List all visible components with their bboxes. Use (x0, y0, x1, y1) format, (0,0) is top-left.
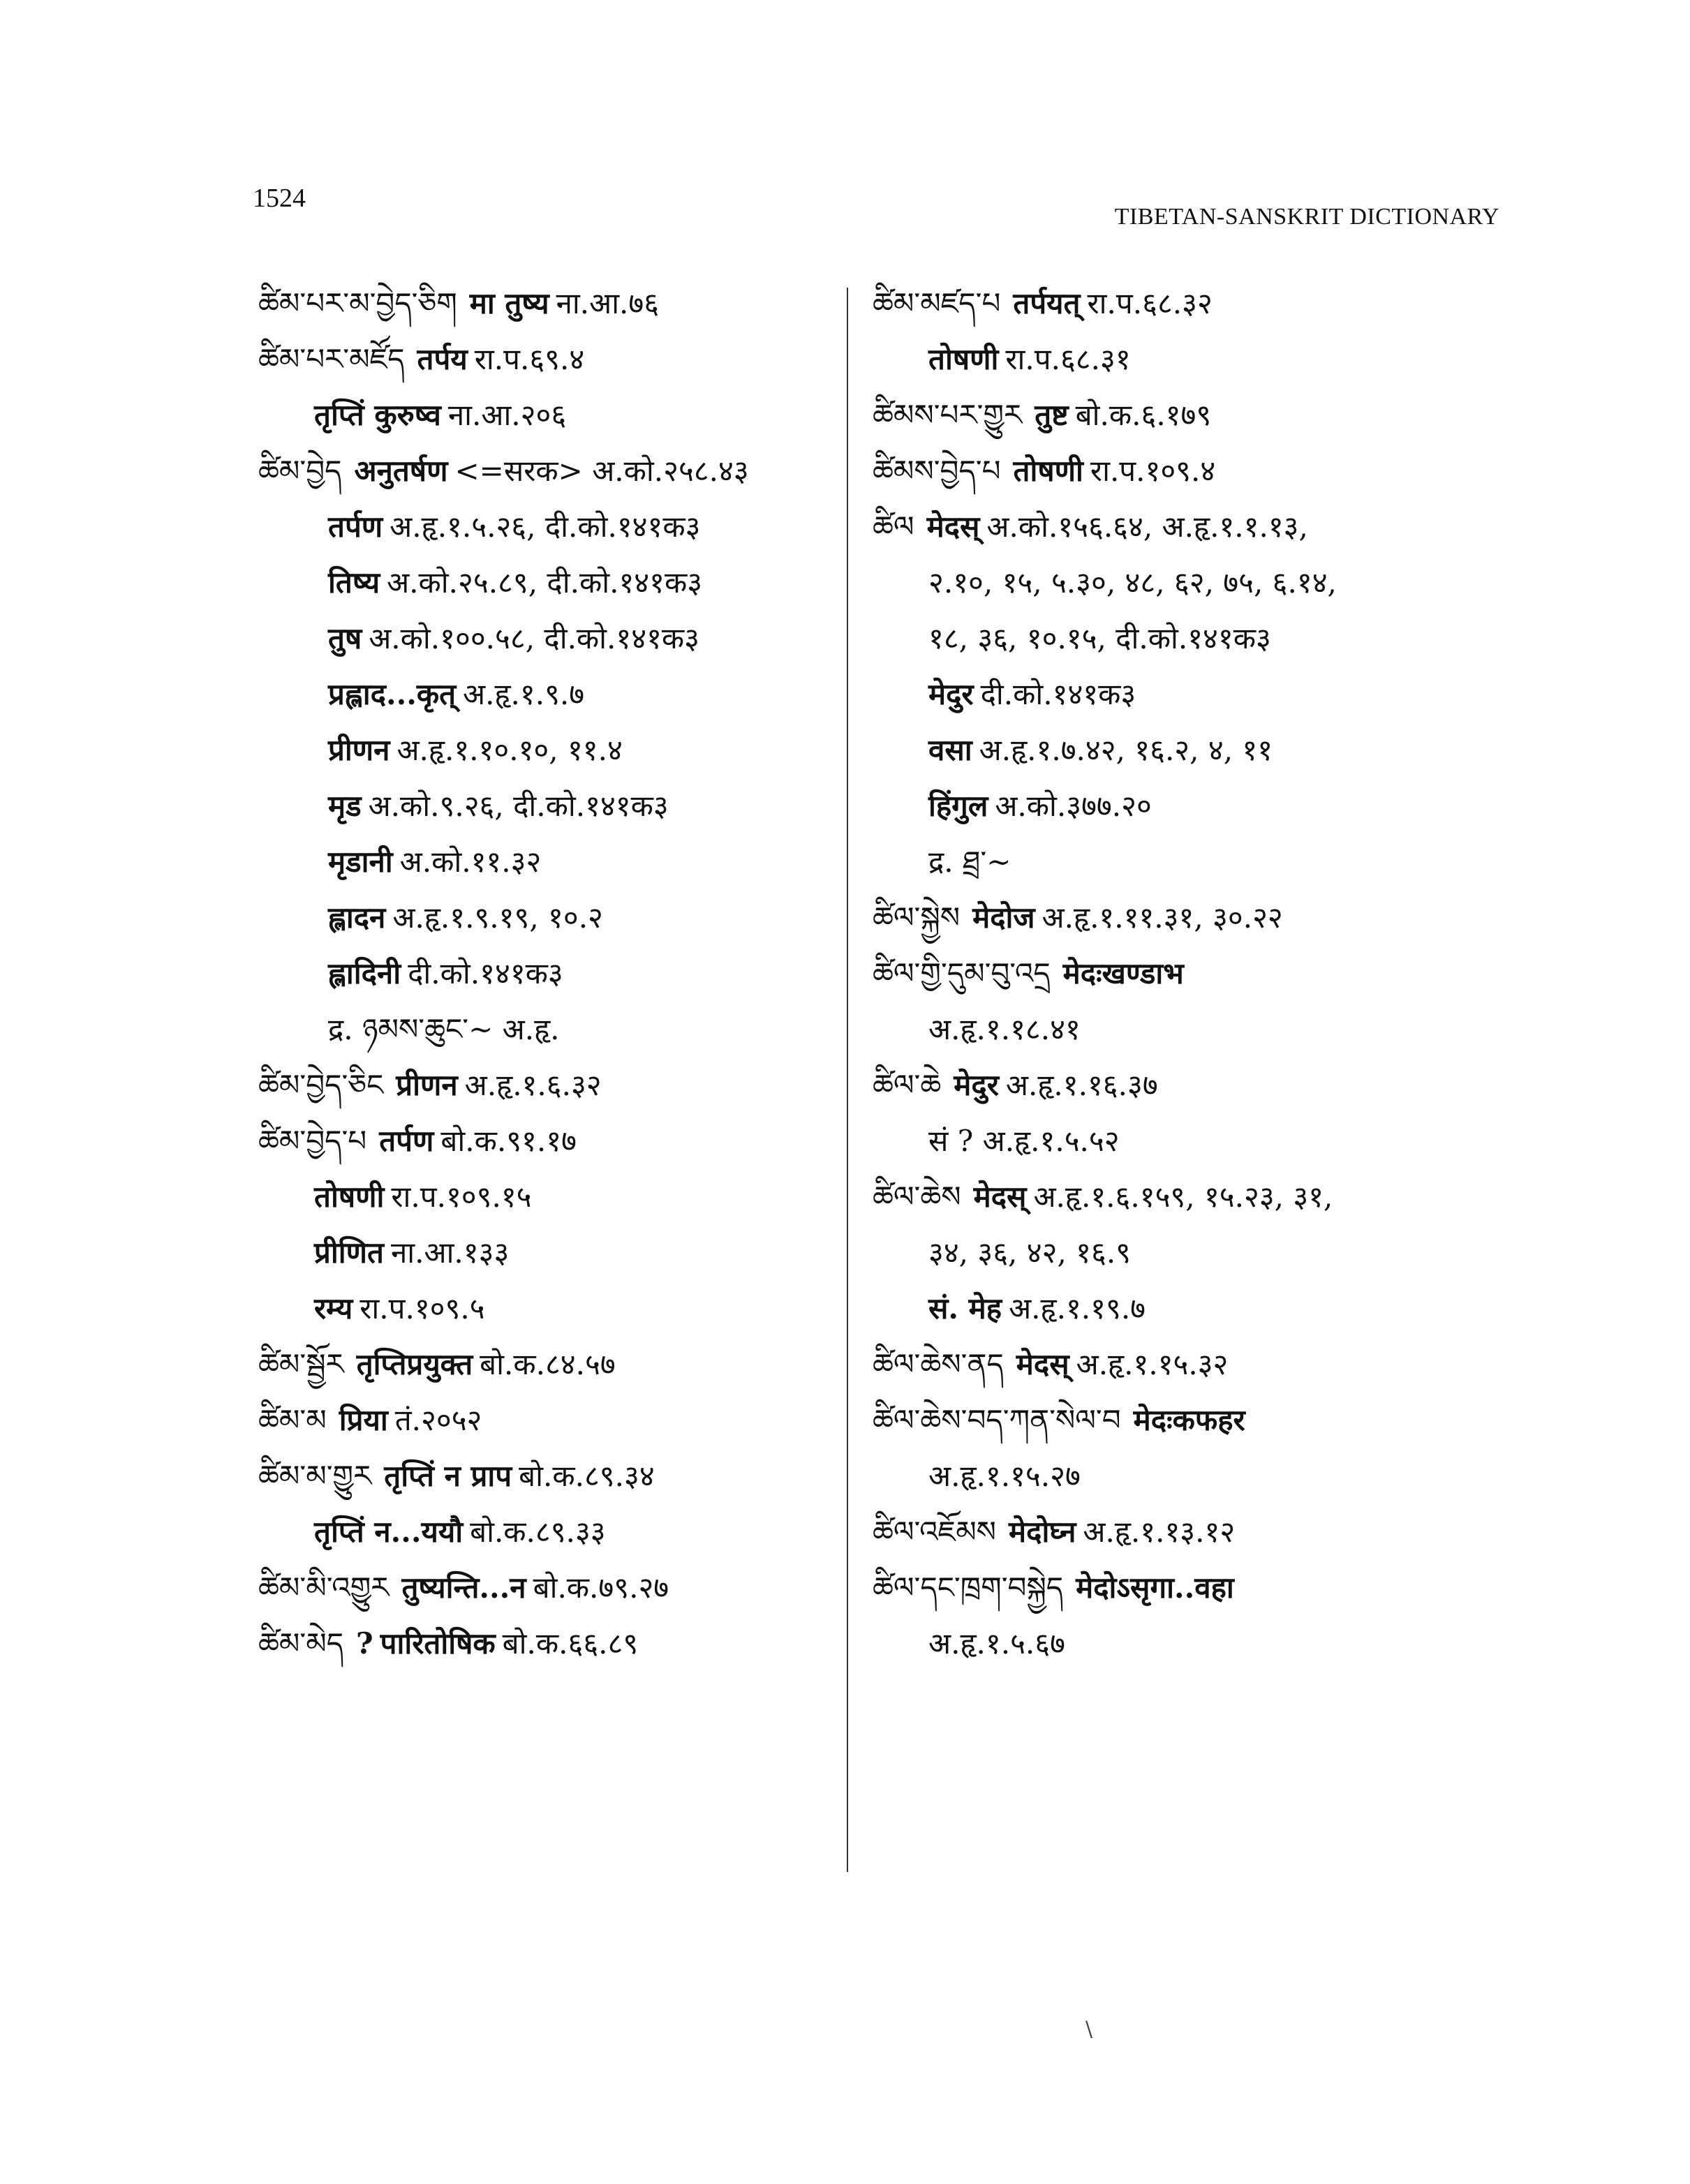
tibetan-headword: ཚིལ་འཇོམས (873, 1515, 997, 1549)
sanskrit-equivalent: तोषणी (314, 1180, 385, 1214)
dictionary-entry-line (873, 1616, 1501, 1672)
tibetan-headword: ཚིལ་གྱི་དུམ་བུ་འདྲ (873, 956, 1051, 990)
tibetan-headword: ཚིམ་པར་མ་བྱེད་ཅིག (258, 286, 457, 320)
tibetan-headword: ཚིལ་ཆེས་ནད (873, 1347, 1004, 1381)
source-reference: २.१०, १५, ५.३०, ४८, ६२, ७५, ६.१४, (928, 565, 1337, 600)
sanskrit-equivalent: तर्पयत् (1013, 286, 1081, 320)
source-reference: सं ? अ.हृ.१.५.५२ (928, 1124, 1120, 1158)
sanskrit-equivalent: मा तुष्य (469, 286, 549, 320)
sanskrit-equivalent: मेदस् (1016, 1347, 1069, 1381)
sanskrit-equivalent: तर्पय (417, 342, 468, 376)
sanskrit-equivalent: तुष (328, 621, 362, 655)
dictionary-entry-line (258, 1392, 838, 1448)
source-reference: बो.क.७९.२७ (533, 1570, 669, 1605)
dictionary-entry-line (258, 722, 838, 778)
sanskrit-equivalent: मेदोज (972, 900, 1035, 935)
source-reference: अ.को.१५६.६४, अ.हृ.१.१.१३, (986, 510, 1308, 544)
source-reference: रा.प.१०९.१५ (391, 1180, 532, 1214)
dictionary-entry-line (873, 722, 1501, 778)
dictionary-entry-line (258, 1504, 838, 1560)
source-reference: बो.क.८४.५७ (480, 1347, 616, 1381)
source-reference: अ.हृ.१.११.३१, ३०.२२ (1042, 900, 1283, 935)
source-reference: रा.प.६८.३२ (1087, 286, 1213, 320)
source-reference: ना.आ.१३३ (390, 1235, 510, 1270)
source-reference: अ.को.२५.८९, दी.को.१४१क३ (387, 565, 703, 600)
source-reference: अ.हृ.१.५.२६, दी.को.१४१क३ (390, 510, 701, 544)
source-reference: अ.हृ.१.५.६७ (928, 1626, 1065, 1661)
dictionary-entry-line (873, 890, 1501, 946)
sanskrit-equivalent: तृप्तिं कुरुष्व (314, 398, 441, 432)
dictionary-entry-line (258, 387, 838, 443)
dictionary-entry-line (258, 778, 838, 834)
sanskrit-equivalent: मेदःकफहर (1133, 1403, 1245, 1437)
sanskrit-equivalent: हिंगुल (928, 789, 988, 823)
tibetan-headword: ཚིལ་ཆེས (873, 1180, 961, 1214)
dictionary-entry-line (258, 1113, 838, 1169)
source-reference: अ.हृ.१.१९.७ (1009, 1291, 1146, 1325)
sanskrit-equivalent: रम्य (314, 1291, 353, 1325)
dictionary-entry-line (258, 611, 838, 667)
source-reference: अ.हृ.१.१०.१०, ११.४ (396, 733, 623, 767)
source-reference: अ.को.१००.५८, दी.को.१४१क३ (369, 621, 700, 655)
source-reference: बो.क.९१.१७ (440, 1124, 577, 1158)
source-reference: अ.हृ.१.६.३२ (464, 1068, 602, 1102)
sanskrit-equivalent: वसा (928, 733, 972, 767)
sanskrit-equivalent: तृप्तिप्रयुक्त (356, 1347, 473, 1381)
dictionary-entry-line (258, 332, 838, 387)
source-reference: रा.प.६९.४ (474, 342, 585, 376)
tibetan-headword: ཚིམ་སྦྱོར (258, 1347, 344, 1381)
source-reference: अ.हृ.१.७.४२, १६.२, ४, ११ (979, 733, 1273, 767)
tibetan-headword: ཚིམ་མ་གྱུར (258, 1459, 372, 1493)
source-reference: बो.क.६.१७९ (1075, 398, 1212, 432)
dictionary-entry-line (873, 1392, 1501, 1448)
dictionary-entry-line (873, 667, 1501, 722)
source-reference: अ.हृ.१.१८.४१ (928, 1012, 1081, 1046)
source-reference: द्र. ཐྲ་~ (928, 845, 1011, 879)
column-divider (847, 288, 848, 1872)
dictionary-entry-line (258, 1057, 838, 1113)
sanskrit-equivalent: तुष्यन्ति...न (401, 1570, 526, 1605)
tibetan-headword: ཚིལ་ཆེ (873, 1068, 942, 1102)
tibetan-headword: ཚིམ་མེད (258, 1626, 344, 1661)
dictionary-entry-line (873, 332, 1501, 387)
sanskrit-equivalent: प्रह्लाद...कृत् (328, 677, 457, 711)
source-reference: १८, ३६, १०.१५, दी.को.१४१क३ (928, 621, 1271, 655)
dictionary-entry-line (873, 1169, 1501, 1225)
tibetan-headword: ཚིམ་པར་མཛོད (258, 342, 405, 376)
sanskrit-equivalent: मेदुर (954, 1068, 999, 1102)
source-reference: ना.आ.२०६ (447, 398, 567, 432)
dictionary-entry-line (258, 667, 838, 722)
sanskrit-equivalent: मेदोघ्न (1009, 1515, 1076, 1549)
source-reference: ना.आ.७६ (556, 286, 660, 320)
sanskrit-equivalent: तृप्तिं न प्राप (384, 1459, 512, 1493)
source-reference: बो.क.८९.३४ (519, 1459, 655, 1493)
dictionary-entry-line (258, 1002, 838, 1057)
dictionary-entry-line (873, 1560, 1501, 1616)
right-column (873, 276, 1501, 1672)
tibetan-headword: ཚིམ་མ (258, 1403, 327, 1437)
tibetan-headword: ཚིམས་བྱེད་པ (873, 454, 1001, 488)
source-reference: ३४, ३६, ४२, १६.९ (928, 1235, 1132, 1270)
source-reference: अ.हृ.१.१५.२७ (928, 1459, 1081, 1493)
dictionary-entry-line (258, 890, 838, 946)
source-reference: अ.को.३७७.२० (995, 789, 1152, 823)
sanskrit-equivalent: सं. मेह (928, 1291, 1002, 1325)
sanskrit-equivalent: तृप्तिं न...ययौ (314, 1515, 464, 1549)
dictionary-entry-line (258, 443, 838, 499)
source-reference: तं.२०५२ (394, 1403, 482, 1437)
source-reference: बो.क.६६.८९ (502, 1626, 639, 1661)
source-reference: अ.हृ.१.९.७ (463, 677, 585, 711)
sanskrit-equivalent: तर्पण (379, 1124, 434, 1158)
query-mark: ? (356, 1626, 373, 1661)
tibetan-headword: ཚིལ (873, 510, 914, 544)
sanskrit-equivalent: मेदस् (926, 510, 980, 544)
dictionary-entry-line (873, 834, 1501, 890)
source-reference: द्र. ཉམས་ཆུང་~ अ.हृ. (328, 1012, 560, 1046)
source-reference: दी.को.१४१क३ (408, 956, 563, 990)
tibetan-headword: ཚིལ་ཆེས་བད་ཀན་སེལ་བ (873, 1403, 1121, 1437)
tibetan-headword: ཚིལ་དང་ཁྲག་བསྐྱེད (873, 1570, 1064, 1605)
dictionary-entry-line (873, 1337, 1501, 1392)
sanskrit-equivalent: प्रिया (339, 1403, 388, 1437)
dictionary-entry-line (873, 778, 1501, 834)
tibetan-headword: ཚིམ་མི་འགྱུར (258, 1570, 390, 1605)
tibetan-headword: ཚིལ་སྐྱེས (873, 900, 961, 935)
dictionary-entry-line (873, 1225, 1501, 1281)
dictionary-entry-line (258, 1225, 838, 1281)
source-reference: दी.को.१४१क३ (980, 677, 1136, 711)
dictionary-entry-line (258, 555, 838, 611)
source-reference: रा.प.१०९.४ (1090, 454, 1216, 488)
sanskrit-equivalent: ह्लादिनी (328, 956, 401, 990)
dictionary-entry-line (258, 1448, 838, 1504)
sanskrit-equivalent: मेदःखण्डाभ (1062, 956, 1184, 990)
sanskrit-equivalent: तुष्ट (1035, 398, 1069, 432)
dictionary-entry-line (258, 834, 838, 890)
stray-mark: \ (1085, 2017, 1093, 2042)
sanskrit-equivalent: तिष्य (328, 565, 380, 600)
dictionary-entry-line (258, 1337, 838, 1392)
dictionary-entry-line (873, 1057, 1501, 1113)
source-reference: अ.को.११.३२ (399, 845, 542, 879)
sanskrit-equivalent: मृड (328, 789, 362, 823)
dictionary-entry-line (258, 1616, 838, 1672)
sanskrit-equivalent: मृडानी (328, 845, 393, 879)
sanskrit-equivalent: मेदोऽसृगा..वहा (1076, 1570, 1234, 1605)
dictionary-entry-line (258, 946, 838, 1002)
dictionary-entry-line (873, 276, 1501, 332)
page-number: 1524 (253, 184, 306, 213)
sanskrit-equivalent: तर्पण (328, 510, 383, 544)
sanskrit-equivalent: तोषणी (1013, 454, 1083, 488)
running-head: TIBETAN-SANSKRIT DICTIONARY (1114, 204, 1499, 230)
dictionary-entry-line (873, 946, 1501, 1002)
sanskrit-equivalent: मेदस् (973, 1180, 1027, 1214)
tibetan-headword: ཚིམ་བྱེད་ཅིང (258, 1068, 384, 1102)
left-column (258, 276, 838, 1672)
dictionary-entry-line (258, 276, 838, 332)
dictionary-entry-line (873, 1002, 1501, 1057)
source-reference: अ.हृ.१.१३.१२ (1083, 1515, 1236, 1549)
dictionary-entry-line (873, 1448, 1501, 1504)
source-reference: अ.हृ.१.९.१९, १०.२ (392, 900, 603, 935)
source-reference: बो.क.८९.३३ (470, 1515, 606, 1549)
source-reference: अ.को.९.२६, दी.को.१४१क३ (368, 789, 669, 823)
sanskrit-equivalent: प्रीणन (396, 1068, 458, 1102)
sanskrit-equivalent: मेदुर (928, 677, 974, 711)
sanskrit-equivalent: तोषणी (928, 342, 999, 376)
sanskrit-equivalent: ह्लादन (328, 900, 386, 935)
tibetan-headword: ཚིམས་པར་གྱུར (873, 398, 1023, 432)
dictionary-entry-line (873, 387, 1501, 443)
dictionary-entry-line (873, 611, 1501, 667)
dictionary-entry-line (873, 1113, 1501, 1169)
source-reference: अ.हृ.१.६.१५९, १५.२३, ३१, (1033, 1180, 1333, 1214)
dictionary-entry-line (873, 499, 1501, 555)
source-reference: रा.प.१०९.५ (360, 1291, 485, 1325)
dictionary-entry-line (258, 1281, 838, 1337)
dictionary-entry-line (873, 1281, 1501, 1337)
tibetan-headword: ཚིམ་བྱེད (258, 454, 342, 488)
dictionary-entry-line (873, 1504, 1501, 1560)
source-reference: रा.प.६८.३१ (1005, 342, 1131, 376)
dictionary-entry-line (873, 443, 1501, 499)
sanskrit-equivalent: प्रीणन (328, 733, 390, 767)
source-reference: <=सरक> अ.को.२५८.४३ (454, 454, 749, 488)
dictionary-entry-line (873, 555, 1501, 611)
sanskrit-equivalent: पारितोषिक (380, 1626, 496, 1661)
source-reference: अ.हृ.१.१५.३२ (1076, 1347, 1229, 1381)
sanskrit-equivalent: अनुतर्षण (354, 454, 448, 488)
source-reference: अ.हृ.१.१६.३७ (1005, 1068, 1158, 1102)
dictionary-entry-line (258, 1560, 838, 1616)
dictionary-entry-line (258, 1169, 838, 1225)
sanskrit-equivalent: प्रीणित (314, 1235, 384, 1270)
dictionary-entry-line (258, 499, 838, 555)
tibetan-headword: ཚིམ་བྱེད་པ (258, 1124, 367, 1158)
tibetan-headword: ཚིམ་མཛད་པ (873, 286, 1001, 320)
